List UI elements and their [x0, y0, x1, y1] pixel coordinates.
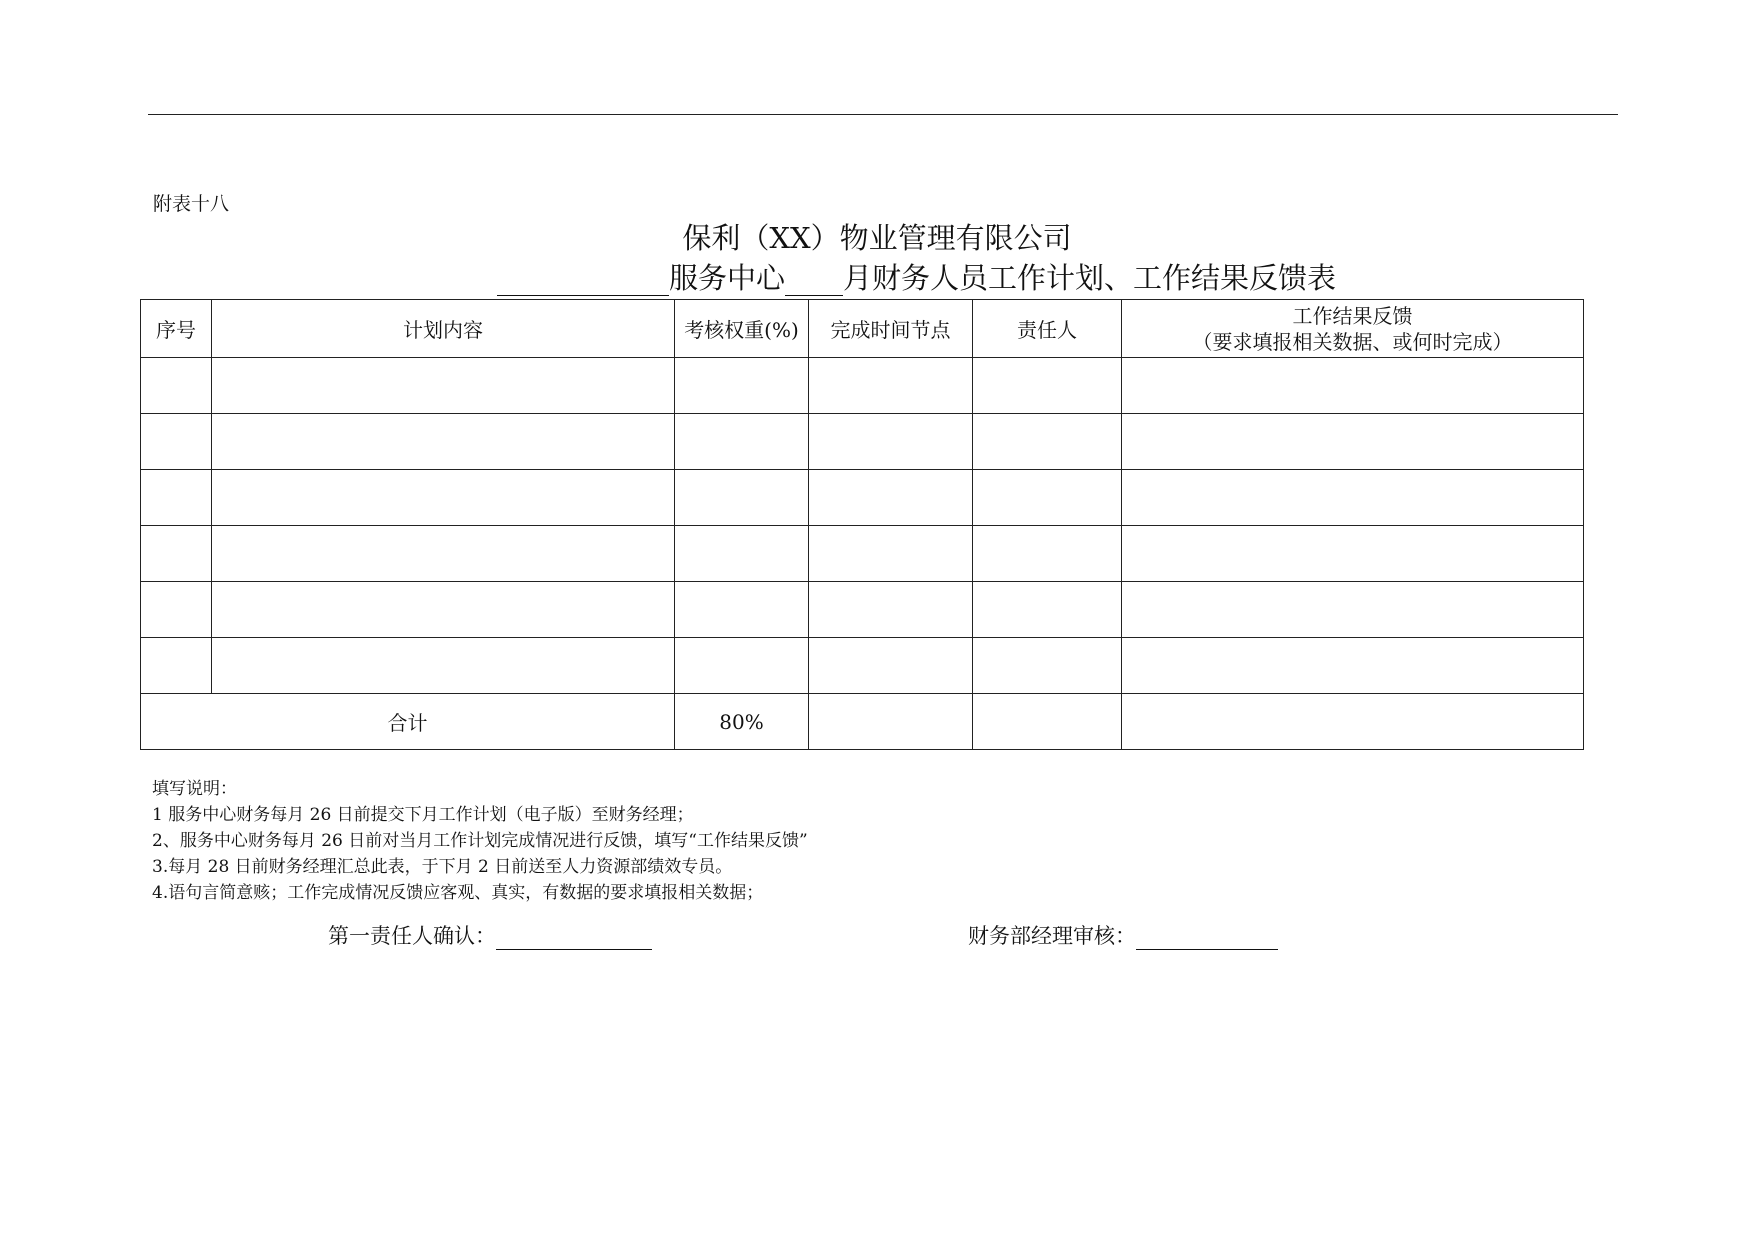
- finance-manager-signature: [968, 922, 1278, 950]
- form-title-part2: 月财务人员工作计划、工作结果反馈表: [843, 261, 1337, 295]
- cell-feedback[interactable]: [1122, 526, 1584, 582]
- instruction-item: 3.每月 28 日前财务经理汇总此表，于下月 2 日前送至人力资源部绩效专员。: [152, 857, 733, 877]
- cell-weight[interactable]: [675, 582, 809, 638]
- instructions-heading: 填写说明：: [152, 779, 237, 799]
- cell-plan-content[interactable]: [212, 638, 675, 694]
- cell-feedback[interactable]: [1122, 470, 1584, 526]
- cell-feedback[interactable]: [1122, 582, 1584, 638]
- cell-feedback[interactable]: [1122, 358, 1584, 414]
- instructions: [152, 776, 808, 906]
- cell-owner[interactable]: [973, 414, 1122, 470]
- cell-index[interactable]: [141, 358, 212, 414]
- table-row: [141, 638, 1584, 694]
- header-owner: 责任人: [973, 300, 1122, 358]
- total-feedback-cell[interactable]: [1122, 694, 1584, 750]
- first-responsible-label: 第一责任人确认：: [328, 924, 496, 948]
- table-row: [141, 414, 1584, 470]
- first-responsible-signature: [328, 922, 652, 950]
- header-weight: 考核权重(%): [675, 300, 809, 358]
- header-feedback-note: （要求填报相关数据、或何时完成）: [1192, 329, 1513, 354]
- instruction-item: 1 服务中心财务每月 26 日前提交下月工作计划（电子版）至财务经理；: [152, 805, 694, 825]
- cell-weight[interactable]: [675, 526, 809, 582]
- cell-index[interactable]: [141, 526, 212, 582]
- table-row: [141, 470, 1584, 526]
- cell-owner[interactable]: [973, 638, 1122, 694]
- header-index: 序号: [141, 300, 212, 358]
- cell-plan-content[interactable]: [212, 526, 675, 582]
- cell-weight[interactable]: [675, 358, 809, 414]
- month-blank[interactable]: [785, 264, 843, 296]
- header-deadline: 完成时间节点: [809, 300, 973, 358]
- header-rule: [148, 114, 1618, 115]
- cell-plan-content[interactable]: [212, 470, 675, 526]
- cell-deadline[interactable]: [809, 638, 973, 694]
- cell-weight[interactable]: [675, 470, 809, 526]
- appendix-label: 附表十八: [153, 193, 230, 215]
- instruction-item: 4.语句言简意赅；工作完成情况反馈应客观、真实，有数据的要求填报相关数据；: [152, 883, 764, 903]
- table-header-row: [141, 300, 1584, 358]
- cell-feedback[interactable]: [1122, 638, 1584, 694]
- service-center-blank[interactable]: [497, 264, 669, 296]
- cell-plan-content[interactable]: [212, 414, 675, 470]
- table-total-row: [141, 694, 1584, 750]
- cell-weight[interactable]: [675, 414, 809, 470]
- instruction-item: 2、服务中心财务每月 26 日前对当月工作计划完成情况进行反馈，填写“工作结果反馈”: [152, 831, 808, 851]
- cell-deadline[interactable]: [809, 470, 973, 526]
- total-deadline-cell[interactable]: [809, 694, 973, 750]
- cell-deadline[interactable]: [809, 582, 973, 638]
- cell-index[interactable]: [141, 582, 212, 638]
- form-title-part1: 服务中心: [669, 261, 786, 295]
- form-title: [497, 260, 1336, 296]
- cell-plan-content[interactable]: [212, 358, 675, 414]
- cell-owner[interactable]: [973, 526, 1122, 582]
- cell-owner[interactable]: [973, 358, 1122, 414]
- total-label: 合计: [141, 694, 675, 750]
- cell-owner[interactable]: [973, 470, 1122, 526]
- cell-owner[interactable]: [973, 582, 1122, 638]
- cell-deadline[interactable]: [809, 358, 973, 414]
- table-row: [141, 582, 1584, 638]
- plan-table: [140, 299, 1584, 750]
- first-responsible-signature-line[interactable]: [496, 925, 652, 950]
- finance-manager-signature-line[interactable]: [1136, 925, 1278, 950]
- cell-index[interactable]: [141, 414, 212, 470]
- cell-index[interactable]: [141, 638, 212, 694]
- finance-manager-label: 财务部经理审核：: [968, 924, 1136, 948]
- cell-index[interactable]: [141, 470, 212, 526]
- cell-feedback[interactable]: [1122, 414, 1584, 470]
- total-weight: 80%: [675, 694, 809, 750]
- total-owner-cell[interactable]: [973, 694, 1122, 750]
- company-title: 保利（XX）物业管理有限公司: [682, 221, 1072, 255]
- table-body: [141, 358, 1584, 694]
- table-row: [141, 358, 1584, 414]
- table-row: [141, 526, 1584, 582]
- header-feedback: [1122, 300, 1584, 358]
- cell-deadline[interactable]: [809, 414, 973, 470]
- header-plan-content: 计划内容: [212, 300, 675, 358]
- cell-plan-content[interactable]: [212, 582, 675, 638]
- cell-weight[interactable]: [675, 638, 809, 694]
- header-feedback-title: 工作结果反馈: [1292, 303, 1413, 328]
- cell-deadline[interactable]: [809, 526, 973, 582]
